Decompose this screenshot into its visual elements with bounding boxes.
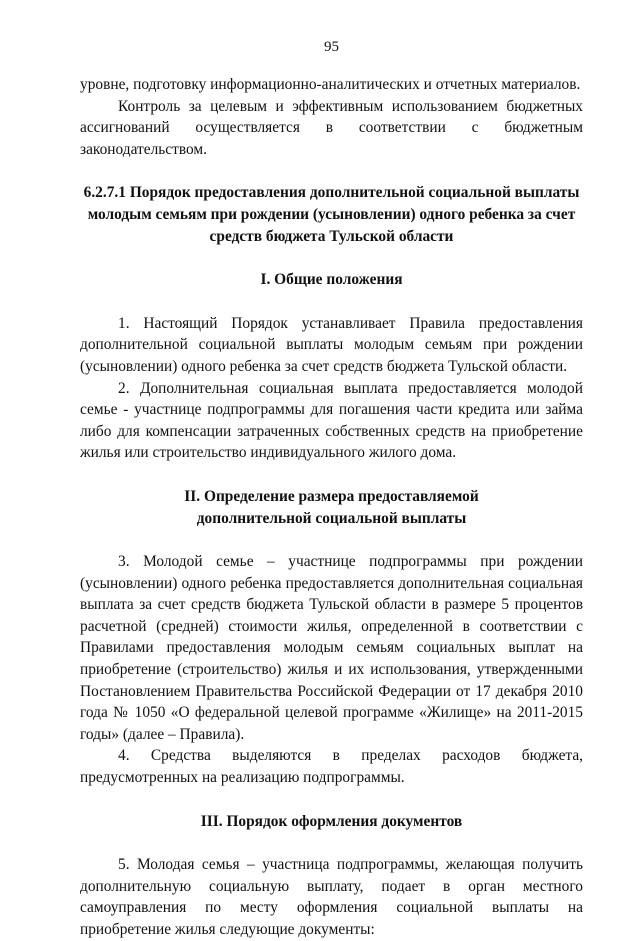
section-3-paragraph-1: 5. Молодая семья – участница подпрограммы, желающая получить дополнительную социальную выплату, подает в орган местного самоуправления по месту оформления социальной выплаты на приобретение жилья следующие документы: bbox=[80, 856, 583, 938]
section-2-paragraph-1: 3. Молодой семье – участнице подпрограммы при рождении (усыновлении) одного ребенка предоставляется дополнительная социальная выплата за счет средств бюджета Тульской области в размере 5 процентов расчетной (средней) стоимости жилья, определенной в соответствии с Правилами предоставления молодым семьям социальных выплат на приобретение (строительство) жилья и их использования, утвержденными Постановлением Правительства Российской Федерации от 17 декабря 2010 года № 1050 «О федеральной целевой программе «Жилище» на 2011-2015 годы» (далее – Правила). bbox=[80, 553, 583, 743]
main-title-line-1: 6.2.7.1 Порядок предоставления дополнительной социальной выплаты bbox=[83, 184, 580, 202]
section-2-body bbox=[80, 551, 583, 789]
section-2-title-line-1: II. Определение размера предоставляемой bbox=[184, 487, 479, 505]
document-page bbox=[80, 38, 583, 941]
main-title-line-2: молодым семьям при рождении (усыновлении) одного ребенка за счет bbox=[87, 205, 576, 223]
section-1-title: I. Общие положения bbox=[260, 271, 403, 289]
section-1-body bbox=[80, 313, 583, 464]
intro-paragraph-1: уровне, подготовку информационно-аналитических и отчетных материалов. bbox=[80, 76, 581, 93]
section-3-title: III. Порядок оформления документов bbox=[200, 812, 463, 830]
section-1-paragraph-2: 2. Дополнительная социальная выплата предоставляется молодой семье - участнице подпрограммы для погашения части кредита или займа либо для компенсации затраченных собственных средств на приобретение жилья или строительство индивидуального жилого дома. bbox=[80, 379, 583, 462]
section-2-title bbox=[80, 486, 583, 529]
main-title-line-3: средств бюджета Тульской области bbox=[209, 227, 454, 245]
section-1-paragraph-1: 1. Настоящий Порядок устанавливает Правила предоставления дополнительной социальной выплаты молодым семьям при рождении (усыновлении) одного ребенка за счет средств бюджета Тульской области. bbox=[80, 314, 583, 375]
section-3-body bbox=[80, 854, 583, 940]
main-title bbox=[80, 182, 583, 247]
section-2-title-line-2: дополнительной социальной выплаты bbox=[196, 509, 467, 527]
intro-paragraph-2: Контроль за целевым и эффективным использованием бюджетных ассигнований осуществляется в соответствии с бюджетным законодательством. bbox=[80, 97, 583, 158]
section-2-paragraph-2: 4. Средства выделяются в пределах расходов бюджета, предусмотренных на реализацию подпрограммы. bbox=[80, 747, 583, 787]
page-number: 95 bbox=[324, 39, 339, 55]
